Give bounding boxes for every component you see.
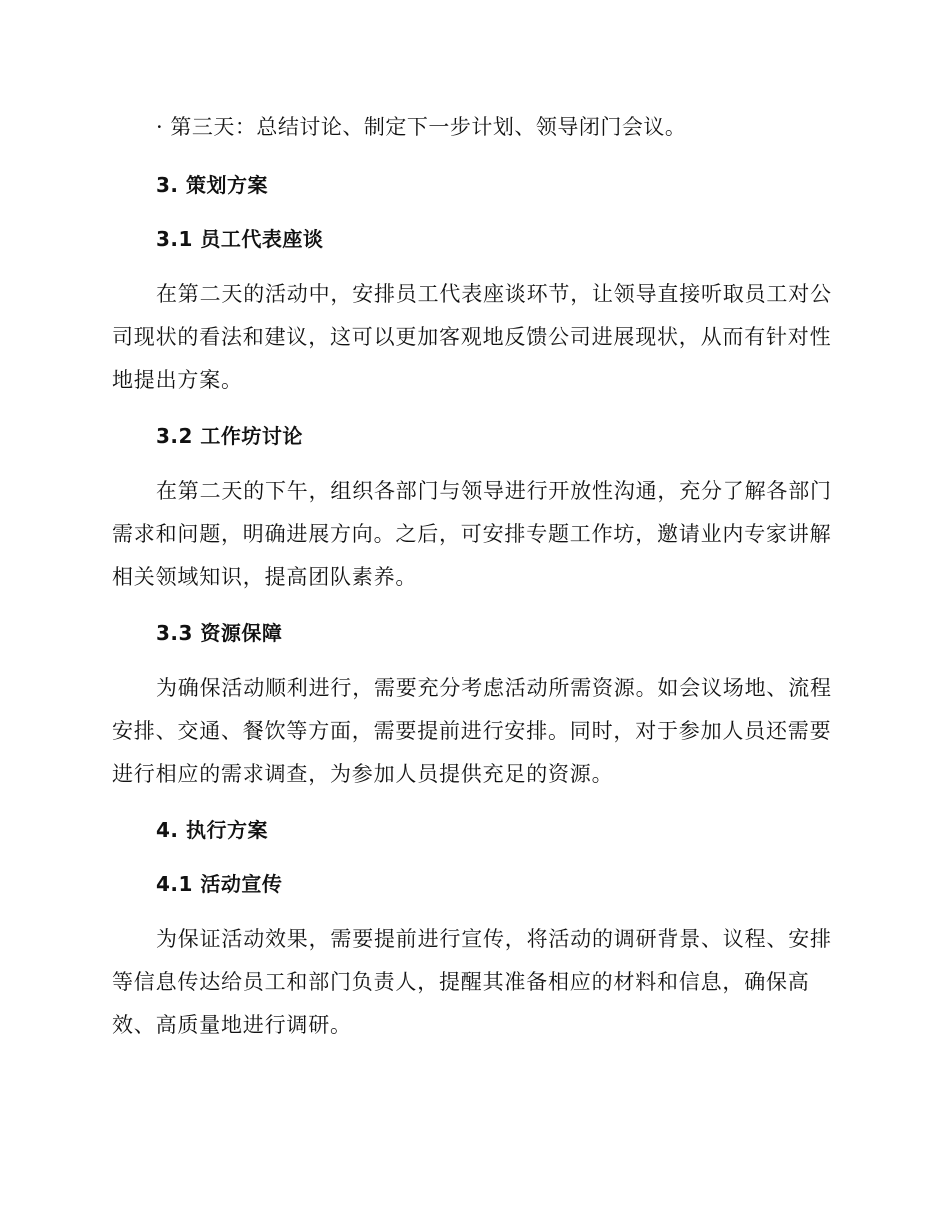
heading-planning: 3. 策划方案 bbox=[156, 173, 268, 197]
para-3-1: 在第二天的活动中，安排员工代表座谈环节，让领导直接听取员工对公司现状的看法和建议，这可以更加客观地反馈公司进展现状，从而有针对性地提出方案。 bbox=[112, 282, 832, 392]
heading-3-3: 3.3 资源保障 bbox=[156, 621, 283, 645]
heading-3-2: 3.2 工作坊讨论 bbox=[156, 424, 303, 448]
para-4-1: 为保证活动效果，需要提前进行宣传，将活动的调研背景、议程、安排等信息传达给员工和部门负责人，提醒其准备相应的材料和信息，确保高效、高质量地进行调研。 bbox=[112, 927, 832, 1037]
para-3-2: 在第二天的下午，组织各部门与领导进行开放性沟通，充分了解各部门需求和问题，明确进展方向。之后，可安排专题工作坊，邀请业内专家讲解相关领域知识，提高团队素养。 bbox=[112, 479, 832, 589]
heading-execution: 4. 执行方案 bbox=[156, 818, 268, 842]
para-3-3: 为确保活动顺利进行，需要充分考虑活动所需资源。如会议场地、流程安排、交通、餐饮等方面，需要提前进行安排。同时，对于参加人员还需要进行相应的需求调查，为参加人员提供充足的资源。 bbox=[112, 676, 832, 786]
bullet-day-three: · 第三天：总结讨论、制定下一步计划、领导闭门会议。 bbox=[156, 115, 687, 139]
heading-3-1: 3.1 员工代表座谈 bbox=[156, 227, 324, 251]
heading-4-1: 4.1 活动宣传 bbox=[156, 872, 283, 896]
document-body bbox=[112, 107, 832, 1061]
